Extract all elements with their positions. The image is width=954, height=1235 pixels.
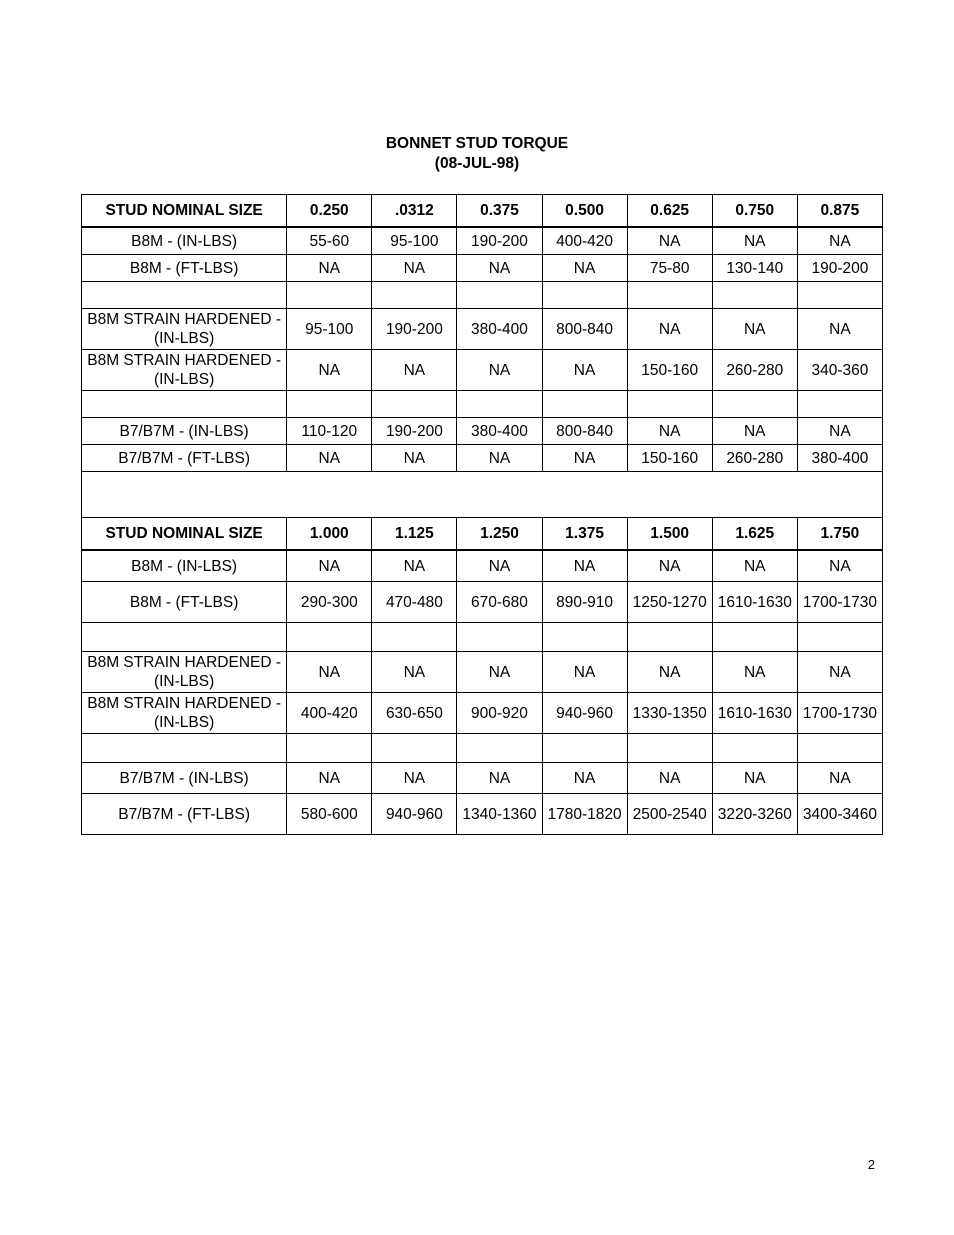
- blank-cell: [372, 391, 457, 418]
- blank-cell: [457, 391, 542, 418]
- table-row: [82, 693, 883, 734]
- torque-value-cell: 800-840: [542, 418, 627, 445]
- torque-table: [81, 194, 883, 835]
- torque-value-cell: 900-920: [457, 693, 542, 734]
- blank-cell: [797, 282, 882, 309]
- torque-value-cell: NA: [797, 550, 882, 582]
- blank-cell: [712, 623, 797, 652]
- torque-value-cell: NA: [287, 550, 372, 582]
- torque-value-cell: NA: [287, 652, 372, 693]
- header-size-cell: 0.500: [542, 195, 627, 228]
- torque-value-cell: NA: [457, 255, 542, 282]
- torque-value-cell: NA: [797, 763, 882, 794]
- torque-value-cell: 290-300: [287, 582, 372, 623]
- table-row: [82, 418, 883, 445]
- torque-value-cell: NA: [542, 445, 627, 472]
- section-spacer-cell: [82, 472, 883, 518]
- torque-value-cell: 260-280: [712, 445, 797, 472]
- torque-value-cell: 150-160: [627, 445, 712, 472]
- header-size-cell: 1.250: [457, 518, 542, 551]
- torque-value-cell: 95-100: [372, 227, 457, 255]
- torque-value-cell: NA: [627, 763, 712, 794]
- blank-cell: [712, 734, 797, 763]
- blank-cell: [457, 734, 542, 763]
- torque-value-cell: 380-400: [457, 309, 542, 350]
- table-header-row: [82, 518, 883, 551]
- blank-cell: [627, 623, 712, 652]
- torque-value-cell: NA: [457, 550, 542, 582]
- torque-value-cell: NA: [797, 227, 882, 255]
- blank-cell: [542, 623, 627, 652]
- row-label-cell: B8M - (IN-LBS): [82, 550, 287, 582]
- torque-value-cell: NA: [372, 350, 457, 391]
- document-title: BONNET STUD TORQUE: [385, 135, 569, 152]
- header-size-cell: 0.250: [287, 195, 372, 228]
- torque-value-cell: 260-280: [712, 350, 797, 391]
- row-label-cell: B7/B7M - (IN-LBS): [82, 418, 287, 445]
- torque-value-cell: 380-400: [457, 418, 542, 445]
- torque-value-cell: NA: [287, 445, 372, 472]
- torque-value-cell: NA: [457, 350, 542, 391]
- blank-cell: [712, 391, 797, 418]
- torque-value-cell: 580-600: [287, 794, 372, 835]
- document-date: (08-JUL-98): [434, 155, 520, 172]
- blank-cell: [457, 282, 542, 309]
- header-size-cell: 0.625: [627, 195, 712, 228]
- torque-value-cell: 1700-1730: [797, 693, 882, 734]
- blank-cell: [82, 391, 287, 418]
- torque-value-cell: 55-60: [287, 227, 372, 255]
- torque-value-cell: 1610-1630: [712, 693, 797, 734]
- table-row: [82, 652, 883, 693]
- section-spacer-row: [82, 472, 883, 518]
- torque-value-cell: 190-200: [797, 255, 882, 282]
- torque-value-cell: NA: [542, 550, 627, 582]
- blank-cell: [372, 734, 457, 763]
- header-label-cell: STUD NOMINAL SIZE: [82, 518, 287, 551]
- torque-value-cell: NA: [712, 550, 797, 582]
- blank-cell: [287, 391, 372, 418]
- torque-value-cell: 95-100: [287, 309, 372, 350]
- torque-value-cell: 190-200: [372, 418, 457, 445]
- header-size-cell: 0.750: [712, 195, 797, 228]
- table-row: [82, 255, 883, 282]
- table-row: [82, 445, 883, 472]
- row-label-cell: B8M STRAIN HARDENED - (IN-LBS): [82, 652, 287, 693]
- torque-value-cell: NA: [542, 652, 627, 693]
- torque-value-cell: 1610-1630: [712, 582, 797, 623]
- header-size-cell: 1.750: [797, 518, 882, 551]
- torque-value-cell: NA: [627, 309, 712, 350]
- blank-cell: [712, 282, 797, 309]
- blank-cell: [797, 623, 882, 652]
- header-size-cell: 1.125: [372, 518, 457, 551]
- page-number: 2: [867, 1157, 875, 1172]
- torque-value-cell: NA: [712, 309, 797, 350]
- blank-row: [82, 391, 883, 418]
- header-size-cell: 1.375: [542, 518, 627, 551]
- torque-value-cell: 380-400: [797, 445, 882, 472]
- torque-value-cell: 190-200: [457, 227, 542, 255]
- torque-value-cell: NA: [372, 445, 457, 472]
- torque-value-cell: NA: [287, 255, 372, 282]
- blank-cell: [287, 623, 372, 652]
- torque-value-cell: NA: [627, 418, 712, 445]
- header-size-cell: 1.000: [287, 518, 372, 551]
- torque-value-cell: 400-420: [542, 227, 627, 255]
- row-label-cell: B7/B7M - (FT-LBS): [82, 794, 287, 835]
- torque-value-cell: NA: [542, 255, 627, 282]
- table-row: [82, 763, 883, 794]
- table-row: [82, 309, 883, 350]
- row-label-cell: B7/B7M - (FT-LBS): [82, 445, 287, 472]
- blank-row: [82, 734, 883, 763]
- torque-value-cell: 940-960: [372, 794, 457, 835]
- header-size-cell: 0.875: [797, 195, 882, 228]
- blank-cell: [457, 623, 542, 652]
- torque-value-cell: NA: [542, 350, 627, 391]
- row-label-cell: B8M STRAIN HARDENED - (IN-LBS): [82, 309, 287, 350]
- torque-value-cell: NA: [712, 418, 797, 445]
- blank-cell: [797, 391, 882, 418]
- blank-cell: [82, 623, 287, 652]
- blank-row: [82, 623, 883, 652]
- blank-cell: [542, 282, 627, 309]
- row-label-cell: B8M STRAIN HARDENED - (IN-LBS): [82, 350, 287, 391]
- torque-value-cell: NA: [457, 652, 542, 693]
- torque-value-cell: 1780-1820: [542, 794, 627, 835]
- blank-cell: [797, 734, 882, 763]
- torque-value-cell: 940-960: [542, 693, 627, 734]
- blank-cell: [542, 734, 627, 763]
- torque-value-cell: 1340-1360: [457, 794, 542, 835]
- row-label-cell: B8M - (FT-LBS): [82, 582, 287, 623]
- torque-value-cell: 1250-1270: [627, 582, 712, 623]
- row-label-cell: B8M STRAIN HARDENED - (IN-LBS): [82, 693, 287, 734]
- blank-cell: [627, 391, 712, 418]
- document-title-block: [0, 134, 954, 174]
- torque-value-cell: 630-650: [372, 693, 457, 734]
- torque-value-cell: 1330-1350: [627, 693, 712, 734]
- torque-value-cell: 110-120: [287, 418, 372, 445]
- torque-value-cell: 800-840: [542, 309, 627, 350]
- torque-value-cell: 670-680: [457, 582, 542, 623]
- table-row: [82, 550, 883, 582]
- torque-value-cell: NA: [542, 763, 627, 794]
- torque-value-cell: NA: [457, 445, 542, 472]
- blank-cell: [372, 282, 457, 309]
- torque-value-cell: NA: [372, 255, 457, 282]
- torque-value-cell: 470-480: [372, 582, 457, 623]
- torque-value-cell: NA: [457, 763, 542, 794]
- torque-value-cell: 2500-2540: [627, 794, 712, 835]
- torque-value-cell: 190-200: [372, 309, 457, 350]
- header-size-cell: 0.375: [457, 195, 542, 228]
- torque-value-cell: NA: [287, 350, 372, 391]
- blank-cell: [542, 391, 627, 418]
- blank-cell: [287, 282, 372, 309]
- header-size-cell: 1.625: [712, 518, 797, 551]
- torque-value-cell: NA: [627, 550, 712, 582]
- row-label-cell: B8M - (IN-LBS): [82, 227, 287, 255]
- table-row: [82, 227, 883, 255]
- blank-cell: [627, 734, 712, 763]
- row-label-cell: B8M - (FT-LBS): [82, 255, 287, 282]
- torque-table-body: [82, 195, 883, 835]
- torque-value-cell: 130-140: [712, 255, 797, 282]
- torque-value-cell: NA: [372, 550, 457, 582]
- table-row: [82, 350, 883, 391]
- blank-cell: [372, 623, 457, 652]
- torque-value-cell: 150-160: [627, 350, 712, 391]
- torque-value-cell: NA: [627, 227, 712, 255]
- blank-cell: [627, 282, 712, 309]
- header-size-cell: .0312: [372, 195, 457, 228]
- torque-value-cell: 890-910: [542, 582, 627, 623]
- torque-value-cell: NA: [712, 652, 797, 693]
- row-label-cell: B7/B7M - (IN-LBS): [82, 763, 287, 794]
- torque-value-cell: 340-360: [797, 350, 882, 391]
- torque-value-cell: 400-420: [287, 693, 372, 734]
- torque-value-cell: NA: [712, 227, 797, 255]
- torque-value-cell: NA: [712, 763, 797, 794]
- torque-value-cell: NA: [372, 763, 457, 794]
- table-header-row: [82, 195, 883, 228]
- torque-value-cell: 3400-3460: [797, 794, 882, 835]
- torque-value-cell: 1700-1730: [797, 582, 882, 623]
- torque-value-cell: 75-80: [627, 255, 712, 282]
- blank-cell: [287, 734, 372, 763]
- torque-value-cell: NA: [287, 763, 372, 794]
- blank-cell: [82, 734, 287, 763]
- header-label-cell: STUD NOMINAL SIZE: [82, 195, 287, 228]
- torque-value-cell: 3220-3260: [712, 794, 797, 835]
- torque-value-cell: NA: [797, 418, 882, 445]
- blank-row: [82, 282, 883, 309]
- table-row: [82, 794, 883, 835]
- blank-cell: [82, 282, 287, 309]
- header-size-cell: 1.500: [627, 518, 712, 551]
- torque-value-cell: NA: [627, 652, 712, 693]
- torque-value-cell: NA: [372, 652, 457, 693]
- table-row: [82, 582, 883, 623]
- torque-value-cell: NA: [797, 652, 882, 693]
- torque-value-cell: NA: [797, 309, 882, 350]
